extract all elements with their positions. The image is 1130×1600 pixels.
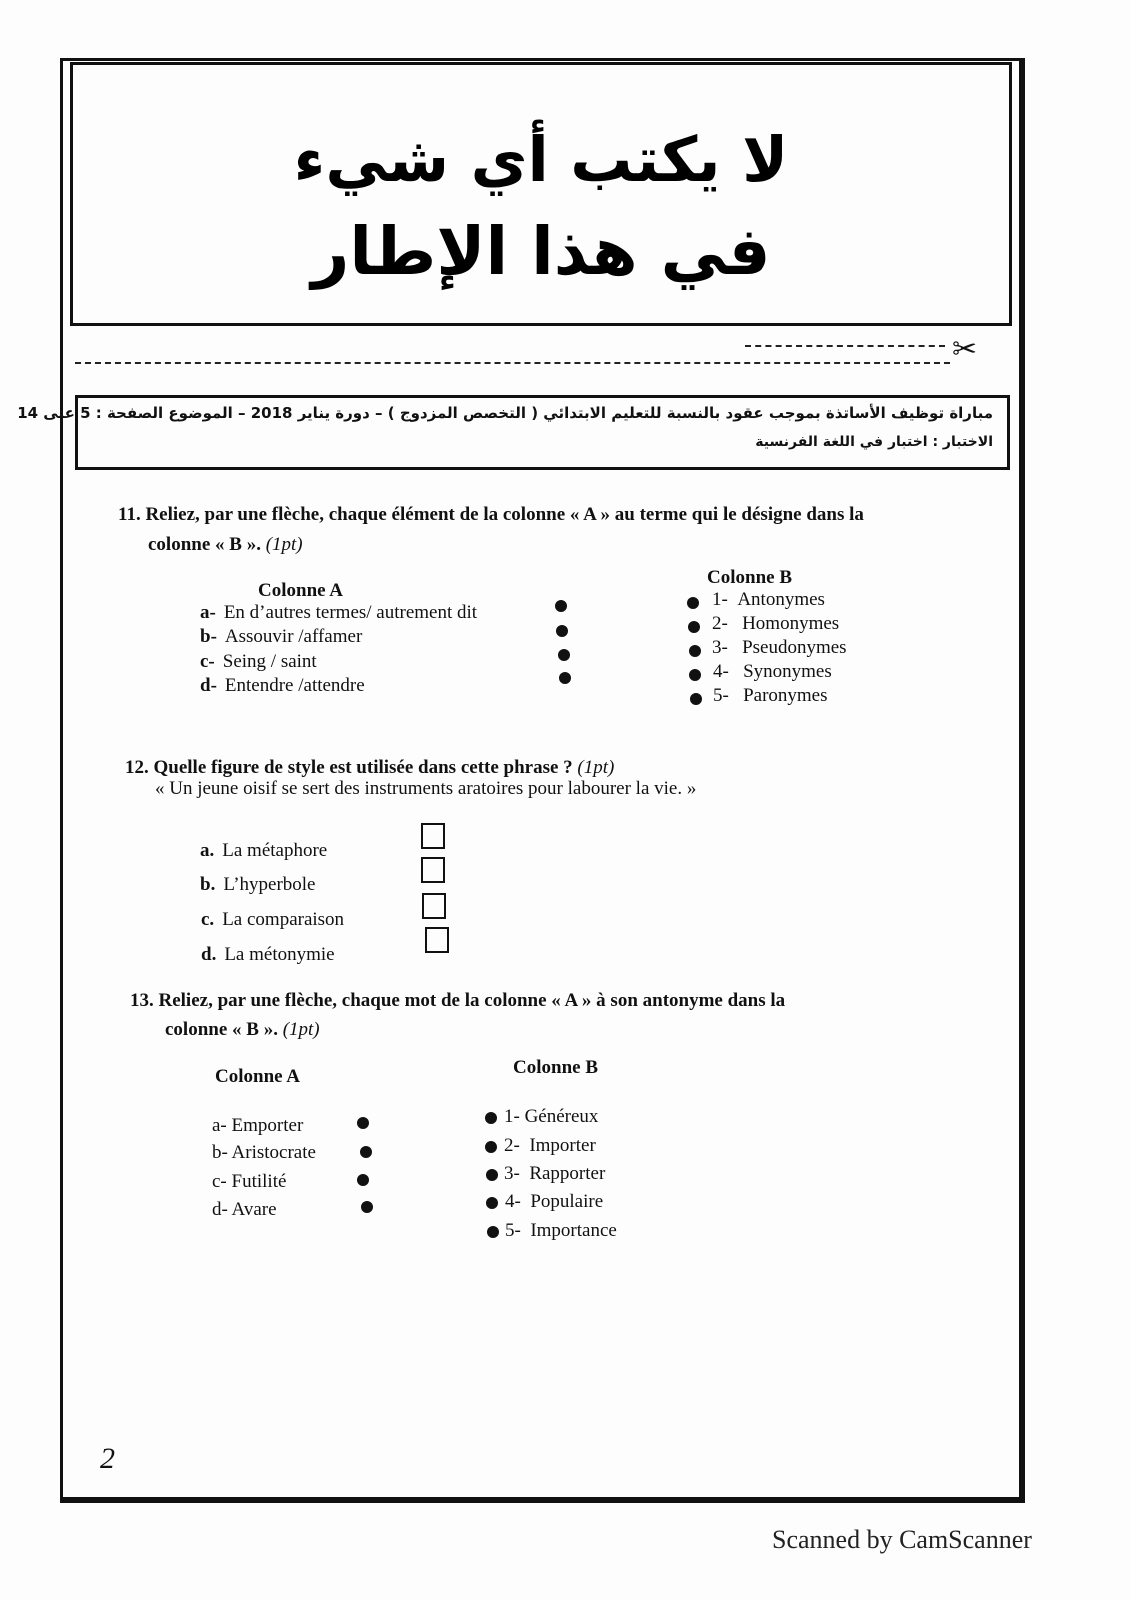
notice-line-2: في هذا الإطار xyxy=(311,213,771,290)
q13-b-dot[interactable] xyxy=(487,1226,499,1238)
q13-a-item: b- Aristocrate xyxy=(212,1142,316,1163)
q11-b-dot[interactable] xyxy=(689,645,701,657)
q13-a-item: d- Avare xyxy=(212,1199,277,1220)
q12-checkbox[interactable] xyxy=(422,893,446,919)
q11-b-dot[interactable] xyxy=(687,597,699,609)
exam-header-line-2: الاختبار : اختبار في اللغة الفرنسية xyxy=(755,434,993,450)
q13-b-item: 5- Importance xyxy=(505,1220,617,1241)
notice-line-1: لا يكتب أي شيء xyxy=(293,123,789,196)
question-13 xyxy=(130,988,785,1014)
question-12-quote: « Un jeune oisif se sert des instruments aratoires pour labourer la vie. » xyxy=(155,778,697,799)
q11-b-dot[interactable] xyxy=(690,693,702,705)
q12-checkbox[interactable] xyxy=(425,927,449,953)
q12-option: a. La métaphore xyxy=(200,840,328,861)
q13-colonne-b-title: Colonne B xyxy=(513,1057,598,1078)
q12-option: b. L’hyperbole xyxy=(200,874,316,895)
exam-header-line-1: مباراة توظيف الأساتذة بموجب عقود بالنسبة للتعليم الابتدائي ( التخصص المزدوج ) – دورة يناير 2018 – الموضوع الصفحة : 5 على 14 xyxy=(17,404,993,422)
page-mark: 2 xyxy=(100,1442,115,1475)
question-11-text: 11. Reliez, par une flèche, chaque élément de la colonne « A » au terme qui le désigne dans la xyxy=(118,504,864,525)
q13-b-item: 3- Rapporter xyxy=(504,1163,606,1184)
q11-colonne-b-title: Colonne B xyxy=(707,567,792,588)
question-12-points: (1pt) xyxy=(577,757,615,778)
q11-a-item: c- Seing / saint xyxy=(200,651,317,672)
q11-b-item: 3- Pseudonymes xyxy=(712,637,847,658)
q13-a-dot[interactable] xyxy=(361,1201,373,1213)
camscanner-watermark: Scanned by CamScanner xyxy=(772,1525,1032,1554)
cut-line-upper xyxy=(745,345,945,347)
q13-a-dot[interactable] xyxy=(360,1146,372,1158)
question-11-line-2: colonne « B ». (1pt) xyxy=(148,534,303,555)
question-13-points: (1pt) xyxy=(282,1019,320,1040)
q11-b-item: 5- Paronymes xyxy=(713,685,828,706)
q11-b-dot[interactable] xyxy=(689,669,701,681)
question-11-points: (1pt) xyxy=(265,534,303,555)
q13-b-item: 2- Importer xyxy=(504,1135,596,1156)
q12-option: d. La métonymie xyxy=(201,944,335,965)
exam-header xyxy=(17,395,1010,470)
q11-b-item: 1- Antonymes xyxy=(712,589,825,610)
q11-a-dot[interactable] xyxy=(558,649,570,661)
q11-b-dot[interactable] xyxy=(688,621,700,633)
do-not-write-frame xyxy=(70,62,1012,326)
q13-a-item: a- Emporter xyxy=(212,1115,304,1136)
q13-a-dot[interactable] xyxy=(357,1117,369,1129)
question-12-text: 12. Quelle figure de style est utilisée dans cette phrase ? xyxy=(125,757,573,778)
q11-a-item: d- Entendre /attendre xyxy=(200,675,365,696)
q11-a-dot[interactable] xyxy=(556,625,568,637)
q13-b-item: 1- Généreux xyxy=(504,1106,599,1127)
q11-a-item: b- Assouvir /affamer xyxy=(200,626,363,647)
q11-colonne-a-title: Colonne A xyxy=(258,580,343,601)
cut-line xyxy=(75,362,950,364)
q12-checkbox[interactable] xyxy=(421,823,445,849)
q11-a-item: a- En d’autres termes/ autrement dit xyxy=(200,602,478,623)
q11-b-item: 4- Synonymes xyxy=(713,661,832,682)
question-11 xyxy=(118,502,988,528)
scissors-icon: ✂ xyxy=(952,332,978,367)
q11-a-dot[interactable] xyxy=(559,672,571,684)
q13-b-dot[interactable] xyxy=(486,1197,498,1209)
q13-a-dot[interactable] xyxy=(357,1174,369,1186)
question-13-line-2: colonne « B ». (1pt) xyxy=(165,1019,320,1040)
q13-b-dot[interactable] xyxy=(485,1141,497,1153)
q11-b-item: 2- Homonymes xyxy=(712,613,840,634)
q13-b-item: 4- Populaire xyxy=(505,1191,604,1212)
q13-a-item: c- Futilité xyxy=(212,1171,287,1192)
q12-option: c. La comparaison xyxy=(201,909,345,930)
q11-a-dot[interactable] xyxy=(555,600,567,612)
q13-colonne-a-title: Colonne A xyxy=(215,1066,300,1087)
q13-b-dot[interactable] xyxy=(485,1112,497,1124)
q13-b-dot[interactable] xyxy=(486,1169,498,1181)
q12-checkbox[interactable] xyxy=(421,857,445,883)
question-13-text: 13. Reliez, par une flèche, chaque mot de la colonne « A » à son antonyme dans la xyxy=(130,990,786,1011)
